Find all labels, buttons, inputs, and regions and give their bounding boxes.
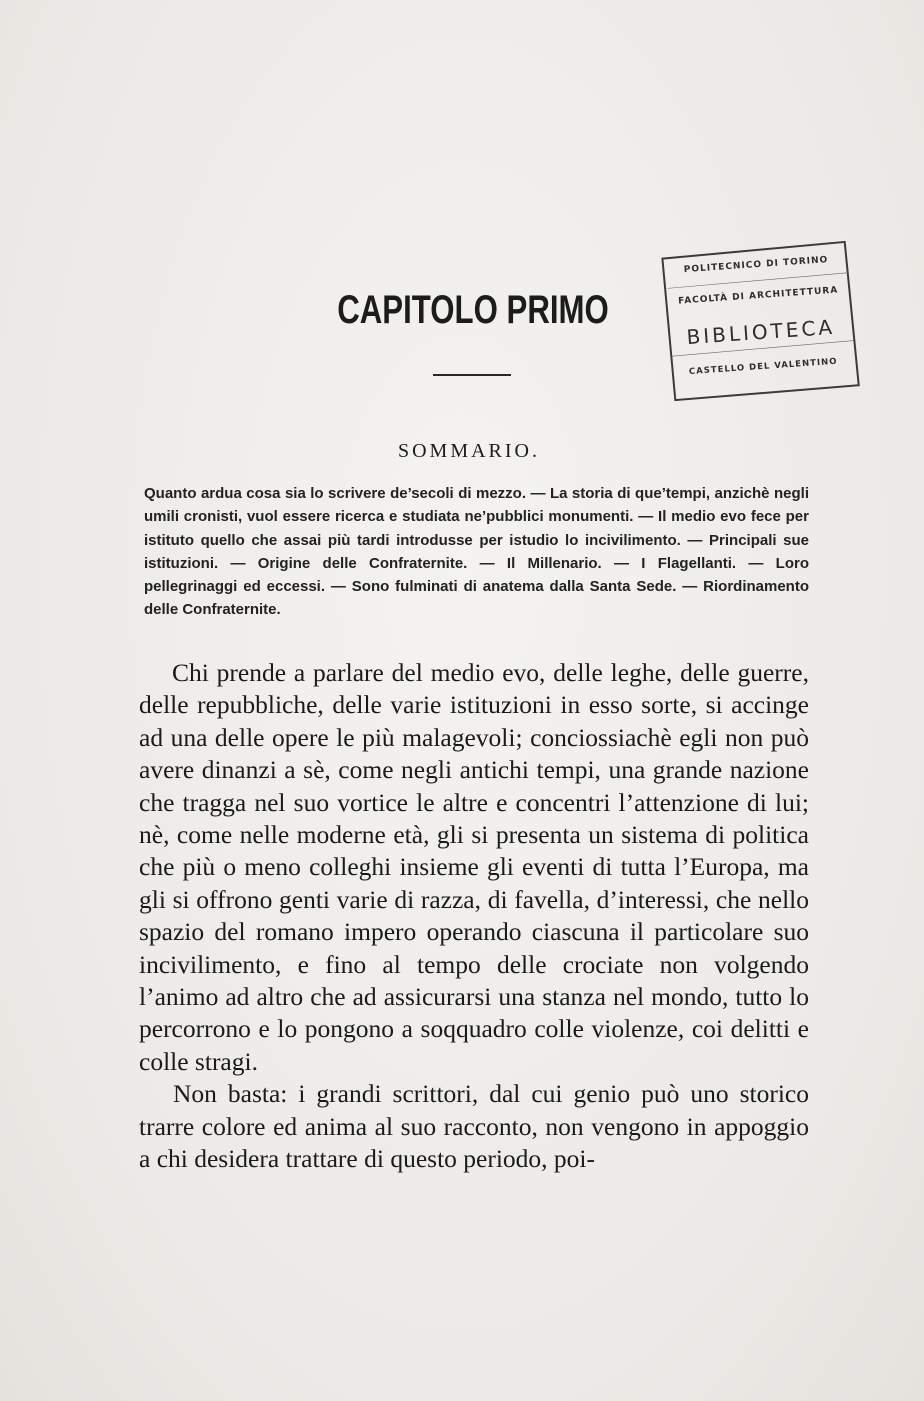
summary-text: Quanto ardua cosa sia lo scrivere de’secoli di mezzo. — La storia di que’tempi, anzichè negli umili cronisti, vuol essere ricerca e studiata ne’pubblici monumenti. — Il medio evo fece per istituto quello che assai più tardi introdusse per istudio lo incivilimento. — Principali sue istituzioni. — Origine delle Confraternite. — Il Millenario. — I Flagellanti. — Loro pellegrinaggi ed eccessi. — Sono fulminati di anatema dalla Santa Sede. — Riordinamento delle Confraternite. bbox=[144, 485, 809, 619]
stamp-line-location: CASTELLO DEL VALENTINO bbox=[688, 356, 838, 378]
chapter-title: CAPITOLO PRIMO bbox=[337, 288, 609, 332]
stamp-line-institution: POLITECNICO DI TORINO bbox=[683, 255, 829, 276]
paragraph-2: Non basta: i grandi scrittori, dal cui genio può uno storico trarre colore ed anima al suo racconto, non vengono in appoggio a chi desidera trattare di questo periodo, poi- bbox=[139, 1079, 809, 1174]
title-divider bbox=[433, 374, 511, 376]
body-text bbox=[139, 657, 809, 1176]
stamp-line-library: BIBLIOTECA bbox=[685, 314, 836, 350]
summary-heading: SOMMARIO. bbox=[397, 440, 541, 462]
paragraph-1: Chi prende a parlare del medio evo, delle leghe, delle guerre, delle repubbliche, delle varie istituzioni in esso sorte, si accinge ad una delle opere le più malagevoli; conciossiachè egli non può avere dinanzi a sè, come negli antichi tempi, una grande nazione che tragga nel suo vortice le altre e concentri l’attenzione di lui; nè, come nelle moderne età, gli si presenta un sistema di politica che più o meno colleghi insieme gli eventi di tutta l’Europa, ma gli si offrono genti varie di razza, di favella, d’interessi, che nello spazio del romano impero operando ciascuna il particolare suo incivilimento, e fino al tempo delle crociate non volgendo l’animo ad altro che ad assicurarsi una stanza nel mondo, tutto lo percorrono e lo pongono a soqquadro colle violenze, coi delitti e colle stragi. bbox=[139, 658, 809, 1076]
stamp-line-faculty: FACOLTÀ DI ARCHITETTURA bbox=[677, 285, 839, 307]
